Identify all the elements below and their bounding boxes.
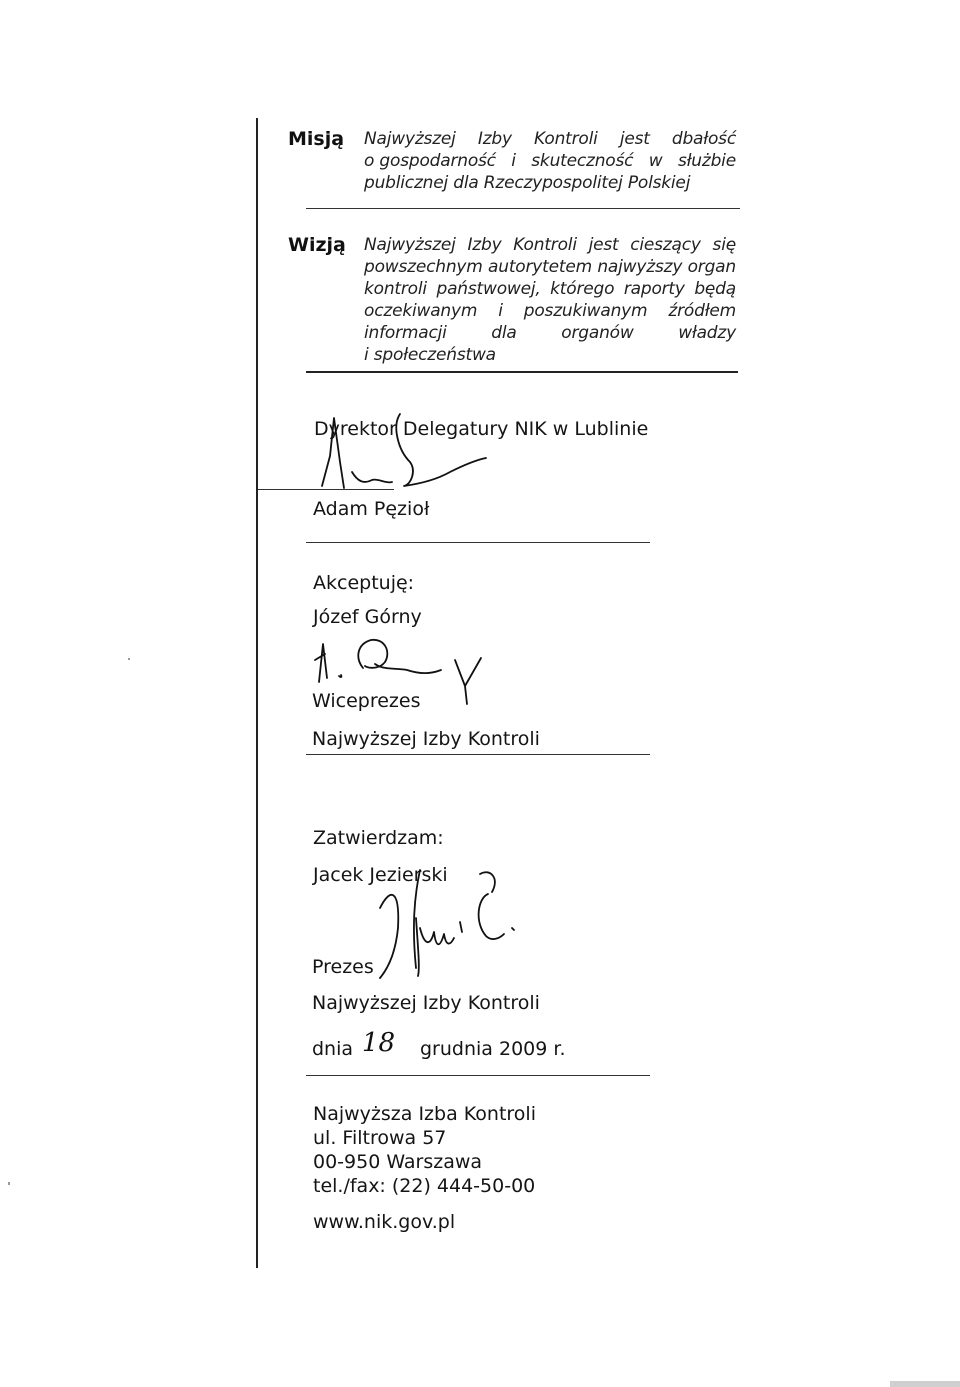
word: raporty: [623, 279, 685, 299]
divider: [306, 542, 650, 543]
word: będą: [694, 279, 736, 299]
word: którego: [550, 279, 615, 299]
approve-role-1: Prezes: [312, 956, 374, 978]
accept-role-2: Najwyższej Izby Kontroli: [312, 728, 540, 750]
word: organów: [561, 323, 634, 343]
word: dla: [491, 323, 517, 343]
word: i: [498, 301, 503, 321]
word: się: [712, 235, 736, 255]
vision-line-5: [364, 322, 736, 344]
approve-date-prefix: dnia: [312, 1038, 354, 1060]
scan-speck: [8, 1182, 10, 1185]
word: władzy: [678, 323, 736, 343]
word: służbie: [677, 151, 736, 171]
vision-line-1: [364, 234, 736, 256]
word: cieszący: [630, 235, 701, 255]
scan-speck: [128, 658, 130, 660]
vision-line-6: i społeczeństwa: [364, 345, 496, 365]
word: państwowej,: [436, 279, 541, 299]
mission-text: [364, 128, 736, 194]
word: skuteczność: [531, 151, 634, 171]
director-name: Adam Pęzioł: [313, 498, 430, 520]
address-website: www.nik.gov.pl: [313, 1211, 456, 1233]
word: powszechnym: [364, 257, 483, 277]
approve-role-2: Najwyższej Izby Kontroli: [312, 992, 540, 1014]
approve-name: Jacek Jezierski: [313, 864, 448, 886]
word: informacji: [364, 323, 447, 343]
approve-label: Zatwierdzam:: [313, 827, 444, 849]
address-block: [313, 1102, 536, 1234]
left-margin-line: [256, 118, 258, 1268]
word: o gospodarność: [364, 151, 496, 171]
mission-line-1: [364, 128, 736, 150]
divider: [306, 754, 650, 755]
accept-role-1: Wiceprezes: [312, 690, 421, 712]
address-org: Najwyższa Izba Kontroli: [313, 1103, 536, 1125]
mission-line-3: publicznej dla Rzeczypospolitej Polskiej: [364, 173, 691, 193]
word: Najwyższej: [364, 235, 456, 255]
vision-line-3: [364, 278, 736, 300]
word: poszukiwanym: [523, 301, 648, 321]
word: i: [511, 151, 516, 171]
word: jest: [619, 129, 650, 149]
mission-line-2: [364, 150, 736, 172]
address-city: 00-950 Warszawa: [313, 1151, 483, 1173]
word: Kontroli: [534, 129, 598, 149]
word: kontroli: [364, 279, 427, 299]
vision-line-4: [364, 300, 736, 322]
vision-label: Wizją: [288, 234, 346, 256]
address-phone: tel./fax: (22) 444-50-00: [313, 1175, 536, 1197]
word: w: [648, 151, 663, 171]
word: organ: [687, 257, 736, 277]
word: Izby: [477, 129, 512, 149]
approve-date-suffix: grudnia 2009 r.: [420, 1038, 566, 1060]
vision-text: [364, 234, 736, 366]
vision-line-2: [364, 256, 736, 278]
word: źródłem: [668, 301, 736, 321]
word: najwyższy: [597, 257, 683, 277]
word: Najwyższej: [364, 129, 456, 149]
divider: [306, 371, 738, 373]
word: jest: [588, 235, 619, 255]
approve-date-day: 18: [362, 1028, 396, 1058]
word: Kontroli: [513, 235, 577, 255]
signature-line: [258, 489, 394, 490]
director-signature-icon: [300, 410, 500, 500]
word: Izby: [467, 235, 502, 255]
word: dbałość: [671, 129, 736, 149]
approve-signature-icon: [360, 848, 550, 988]
word: autorytetem: [488, 257, 592, 277]
divider: [306, 1075, 650, 1076]
mission-label: Misją: [288, 128, 345, 150]
word: oczekiwanym: [364, 301, 478, 321]
accept-name: Józef Górny: [313, 606, 422, 628]
divider: [306, 208, 740, 209]
accept-label: Akceptuję:: [313, 572, 415, 594]
address-street: ul. Filtrowa 57: [313, 1127, 447, 1149]
scan-edge: [890, 1381, 960, 1387]
director-title: Dyrektor Delegatury NIK w Lublinie: [314, 418, 649, 440]
